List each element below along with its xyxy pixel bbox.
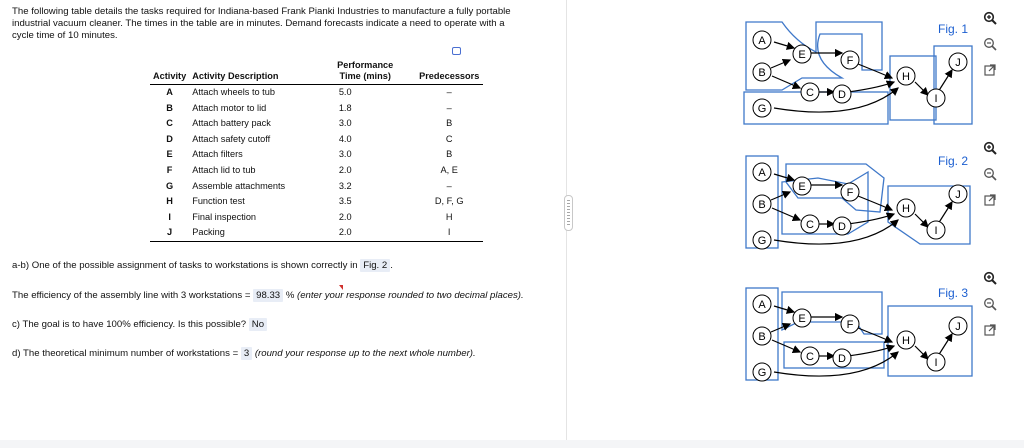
precedence-diagram-3: [738, 284, 978, 396]
activity-time: 3.0: [338, 118, 352, 129]
node-a-label: A: [758, 299, 766, 311]
node-a-label: A: [758, 167, 766, 179]
table-row: [150, 116, 483, 132]
activity-predecessors: B: [446, 118, 453, 129]
node-a-label: A: [758, 35, 766, 47]
question-ab-text: a-b) One of the possible assignment of tasks to workstations is shown correctly in: [12, 260, 358, 271]
node-b-label: B: [758, 199, 766, 211]
open-in-new-icon[interactable]: [982, 62, 998, 78]
open-in-new-icon[interactable]: [982, 322, 998, 338]
table-row: [150, 194, 483, 210]
table-row: [150, 225, 483, 241]
activity-time: 5.0: [338, 87, 352, 97]
activity-description: Attach safety cutoff: [192, 133, 271, 144]
question-efficiency-text: The efficiency of the assembly line with 3 workstations =: [12, 290, 251, 301]
node-b-label: B: [758, 67, 766, 79]
activity-id: D: [166, 133, 173, 144]
header-predecessors: Predecessors: [415, 60, 483, 85]
task-table: [150, 60, 483, 242]
node-d-label: D: [838, 353, 846, 365]
table-row: [150, 85, 483, 101]
activity-time: 2.0: [338, 211, 352, 222]
activity-time: 1.8: [338, 102, 352, 113]
precedence-diagram-2: [738, 152, 978, 264]
intro-line-3: cycle time of 10 minutes.: [12, 30, 118, 41]
efficiency-unit: %: [285, 290, 295, 301]
node-f-label: F: [846, 55, 854, 67]
cursor-icon: [452, 47, 461, 55]
answer-efficiency-field[interactable]: 98.33: [253, 289, 283, 302]
activity-description: Attach filters: [192, 149, 243, 160]
activity-time: 2.0: [338, 164, 352, 175]
activity-description: Function test: [192, 196, 245, 207]
node-e-label: E: [798, 181, 806, 193]
activity-id: I: [168, 211, 171, 222]
resize-handle[interactable]: [564, 195, 573, 231]
activity-description: Packing: [189, 225, 315, 241]
activity-predecessors: D, F, G: [434, 196, 464, 207]
zoom-in-icon[interactable]: [982, 270, 998, 286]
zoom-out-icon[interactable]: [982, 36, 998, 52]
answer-c-field[interactable]: No: [249, 318, 267, 331]
activity-id: B: [166, 102, 173, 113]
activity-predecessors: I: [415, 225, 483, 241]
question-d: [12, 348, 476, 359]
figure-2: [738, 152, 978, 264]
zoom-in-icon[interactable]: [982, 140, 998, 156]
node-d-label: D: [838, 221, 846, 233]
header-time: Performance Time (mins): [315, 60, 415, 85]
activity-description: Assemble attachments: [192, 180, 286, 191]
node-h-label: H: [902, 203, 910, 215]
table-row: [150, 179, 483, 195]
activity-id: A: [166, 87, 173, 97]
table-row: [150, 147, 483, 163]
node-c-label: C: [806, 219, 814, 231]
zoom-in-icon[interactable]: [982, 10, 998, 26]
answer-d-field[interactable]: 3: [241, 347, 252, 360]
activity-description: Attach wheels to tub: [192, 87, 275, 97]
figure-2-label: Fig. 2: [937, 154, 968, 168]
node-e-label: E: [798, 49, 806, 61]
question-d-note: (round your response up to the next whole number).: [254, 348, 476, 359]
activity-predecessors: B: [446, 149, 453, 160]
question-c: [12, 319, 267, 330]
figure-3-label: Fig. 3: [937, 286, 968, 300]
activity-id: C: [166, 118, 173, 129]
activity-predecessors: A, E: [440, 164, 458, 175]
activity-description: Final inspection: [192, 211, 257, 222]
activity-description: Attach motor to lid: [192, 102, 267, 113]
incorrect-flag-icon: [339, 285, 343, 290]
activity-id: G: [166, 180, 174, 191]
node-f-label: F: [846, 187, 854, 199]
zoom-out-icon[interactable]: [982, 166, 998, 182]
table-row: [150, 163, 483, 179]
activity-description: Attach battery pack: [192, 118, 271, 129]
question-d-text: d) The theoretical minimum number of workstations =: [12, 348, 239, 359]
node-f-label: F: [846, 319, 854, 331]
activity-predecessors: –: [446, 87, 452, 97]
figure-3: [738, 284, 978, 396]
activity-predecessors: –: [446, 180, 452, 191]
bottom-bar: [0, 440, 1024, 448]
activity-id: H: [166, 196, 173, 207]
activity-time: 2.0: [315, 225, 415, 241]
node-i-label: I: [934, 357, 938, 369]
question-efficiency: [12, 290, 524, 301]
node-i-label: I: [934, 225, 938, 237]
precedence-diagram-1: [738, 20, 978, 132]
header-activity: Activity: [150, 60, 189, 85]
node-j-label: J: [955, 57, 961, 69]
node-j-label: J: [955, 189, 961, 201]
node-h-label: H: [902, 335, 910, 347]
header-description: Activity Description: [189, 60, 315, 85]
question-ab: [12, 260, 393, 271]
node-c-label: C: [806, 351, 814, 363]
answer-ab-field[interactable]: Fig. 2: [360, 259, 390, 272]
figure-1-label: Fig. 1: [937, 22, 968, 36]
activity-time: 3.5: [338, 196, 352, 207]
activity-description: Attach lid to tub: [192, 164, 256, 175]
node-c-label: C: [806, 87, 814, 99]
activity-predecessors: –: [446, 102, 452, 113]
question-c-text: c) The goal is to have 100% efficiency. Is this possible?: [12, 319, 247, 330]
question-ab-suffix: .: [390, 260, 393, 271]
node-b-label: B: [758, 331, 766, 343]
activity-id: F: [166, 164, 173, 175]
intro-line-2: industrial vacuum cleaner. The times in the table are in minutes. Demand forecasts indicate a need to operate with a: [12, 18, 505, 29]
table-row: [150, 210, 483, 226]
node-h-label: H: [902, 71, 910, 83]
table-row: [150, 101, 483, 117]
intro-line-1: The following table details the tasks required for Indiana-based Frank Pianki Industries to manufacture a fully portable: [12, 6, 511, 17]
activity-time: 3.2: [338, 180, 352, 191]
node-d-label: D: [838, 89, 846, 101]
problem-statement: [12, 6, 562, 42]
activity-time: 3.0: [338, 149, 352, 160]
node-e-label: E: [798, 313, 806, 325]
node-g-label: G: [757, 235, 767, 247]
activity-time: 4.0: [338, 133, 352, 144]
activity-predecessors: H: [445, 211, 453, 222]
node-i-label: I: [934, 93, 938, 105]
activity-predecessors: C: [445, 133, 453, 144]
efficiency-note: (enter your response rounded to two decimal places).: [297, 290, 524, 301]
activity-id: E: [166, 149, 173, 160]
open-in-new-icon[interactable]: [982, 192, 998, 208]
table-row: [150, 132, 483, 148]
node-j-label: J: [955, 321, 961, 333]
figure-1: [738, 20, 978, 132]
zoom-out-icon[interactable]: [982, 296, 998, 312]
activity-id: J: [150, 225, 189, 241]
node-g-label: G: [757, 367, 767, 379]
node-g-label: G: [757, 103, 767, 115]
